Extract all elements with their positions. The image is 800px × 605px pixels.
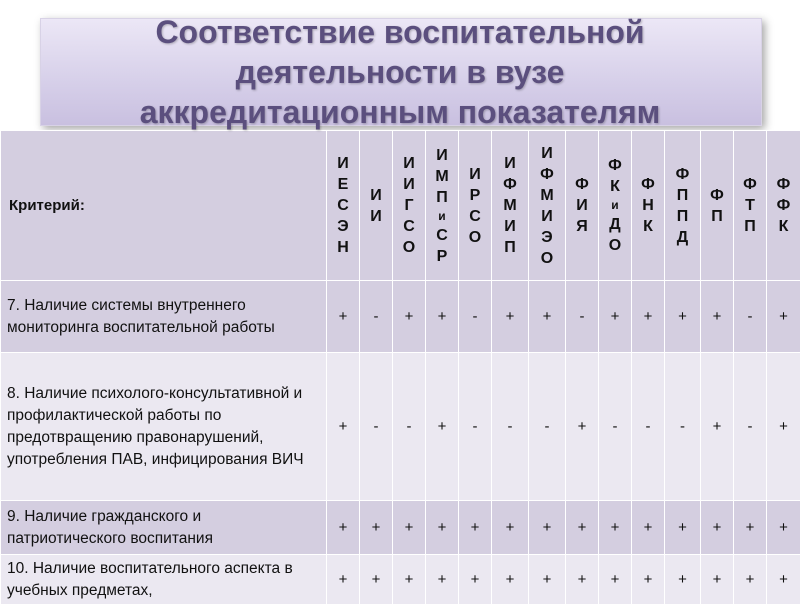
mark-cell: +: [701, 281, 734, 353]
mark-cell: -: [734, 353, 767, 501]
column-header-letter: П: [436, 187, 448, 208]
column-header-letter: И: [541, 143, 553, 164]
column-header-letter: К: [610, 176, 620, 197]
column-header-letter: М: [435, 166, 448, 187]
mark-cell: +: [426, 555, 459, 605]
page-title: [0, 12, 800, 132]
mark-cell: +: [393, 501, 426, 555]
column-header-letter: П: [711, 206, 723, 227]
column-header-letter: Ф: [608, 155, 622, 176]
title-line: Соответствие воспитательной: [0, 12, 800, 52]
column-header-fnk: [632, 174, 664, 237]
column-header-letter: Ф: [676, 164, 690, 185]
column-header-letter: Ф: [777, 174, 791, 195]
column-header: [566, 131, 599, 281]
mark-cell: +: [529, 501, 566, 555]
mark-cell: +: [393, 281, 426, 353]
column-header: [327, 131, 360, 281]
table-row: [1, 501, 800, 555]
column-header-letter: К: [779, 216, 789, 237]
criterion-cell: 8. Наличие психолого-консультативной и профилактической работы по предотвращению правонарушений, употребления ПАВ, инфицирования ВИЧ: [1, 353, 327, 501]
column-header-letter: О: [469, 227, 481, 248]
mark-cell: +: [701, 353, 734, 501]
mark-cell: +: [327, 501, 360, 555]
column-header-letter: О: [609, 235, 621, 256]
column-header-letter: Ф: [777, 195, 791, 216]
mark-cell: -: [492, 353, 529, 501]
column-header: [360, 131, 393, 281]
column-header-ftp: [734, 174, 766, 237]
mark-cell: +: [360, 501, 393, 555]
column-header-iigso: [393, 153, 425, 258]
column-header-letter: С: [403, 216, 415, 237]
column-header-letter: И: [370, 185, 382, 206]
column-header-letter: Д: [609, 214, 620, 235]
column-header-letter: Д: [677, 227, 688, 248]
column-header: [529, 131, 566, 281]
column-header-letter: О: [403, 237, 415, 258]
title-line: аккредитационным показателям: [0, 92, 800, 132]
column-header-letter: П: [677, 206, 689, 227]
mark-cell: +: [767, 281, 800, 353]
column-header-ffk: [767, 174, 800, 237]
column-header-letter: И: [370, 206, 382, 227]
mark-cell: +: [701, 501, 734, 555]
mark-cell: +: [459, 555, 492, 605]
column-header-letter: С: [436, 225, 448, 246]
mark-cell: +: [529, 281, 566, 353]
column-header-letter: Г: [404, 195, 413, 216]
column-header-letter: Т: [745, 195, 755, 216]
column-header-ii: [360, 185, 392, 227]
mark-cell: +: [599, 555, 632, 605]
column-header-letter: И: [504, 153, 516, 174]
mark-cell: +: [426, 501, 459, 555]
criterion-cell: 10. Наличие воспитательного аспекта в учебных предметах,: [1, 555, 327, 605]
column-header-letter: Ф: [641, 174, 655, 195]
table-row: [1, 555, 800, 605]
column-header-letter: И: [403, 174, 415, 195]
column-header-letter: Е: [338, 174, 349, 195]
column-header-letter: Н: [642, 195, 654, 216]
mark-cell: -: [360, 281, 393, 353]
criterion-header: Критерий:: [1, 131, 327, 281]
mark-cell: +: [632, 281, 665, 353]
table-header-row: [1, 131, 800, 281]
column-header-letter: И: [576, 195, 588, 216]
column-header-letter: Я: [576, 216, 588, 237]
column-header-letter: М: [540, 185, 553, 206]
column-header-ifmip: [492, 153, 528, 258]
column-header-letter: Ф: [710, 185, 724, 206]
mark-cell: +: [599, 501, 632, 555]
mark-cell: -: [632, 353, 665, 501]
mark-cell: -: [529, 353, 566, 501]
column-header-letter: и: [611, 197, 618, 214]
column-header-letter: И: [403, 153, 415, 174]
column-header-letter: И: [469, 164, 481, 185]
mark-cell: +: [492, 555, 529, 605]
column-header-letter: И: [541, 206, 553, 227]
column-header-letter: Ф: [503, 174, 517, 195]
column-header: [393, 131, 426, 281]
mark-cell: +: [426, 281, 459, 353]
column-header: [767, 131, 800, 281]
column-header-letter: П: [744, 216, 756, 237]
mark-cell: +: [767, 555, 800, 605]
column-header-letter: П: [677, 185, 689, 206]
column-header-fppd: [665, 164, 700, 248]
column-header: [599, 131, 632, 281]
column-header-letter: Ф: [743, 174, 757, 195]
column-header-letter: С: [337, 195, 349, 216]
column-header-letter: Э: [541, 227, 552, 248]
mark-cell: -: [566, 281, 599, 353]
mark-cell: +: [426, 353, 459, 501]
mark-cell: +: [767, 501, 800, 555]
mark-cell: +: [492, 501, 529, 555]
column-header-letter: И: [436, 145, 448, 166]
column-header: [701, 131, 734, 281]
mark-cell: +: [701, 555, 734, 605]
column-header-ifmieo: [529, 143, 565, 269]
column-header: [492, 131, 529, 281]
column-header-letter: И: [504, 216, 516, 237]
mark-cell: -: [599, 353, 632, 501]
column-header: [459, 131, 492, 281]
column-header-letter: Э: [337, 216, 348, 237]
column-header-letter: П: [504, 237, 516, 258]
mark-cell: +: [327, 281, 360, 353]
mark-cell: +: [566, 353, 599, 501]
mark-cell: -: [734, 281, 767, 353]
column-header-letter: О: [541, 248, 553, 269]
mark-cell: +: [665, 501, 701, 555]
column-header-impisr: [426, 145, 458, 267]
mark-cell: -: [459, 353, 492, 501]
column-header-letter: Р: [437, 246, 448, 267]
mark-cell: +: [734, 555, 767, 605]
mark-cell: +: [665, 281, 701, 353]
mark-cell: -: [459, 281, 492, 353]
mark-cell: +: [632, 555, 665, 605]
mark-cell: -: [393, 353, 426, 501]
mark-cell: -: [360, 353, 393, 501]
mark-cell: +: [360, 555, 393, 605]
mark-cell: -: [665, 353, 701, 501]
column-header-letter: Ф: [540, 164, 554, 185]
mark-cell: +: [459, 501, 492, 555]
column-header-letter: С: [469, 206, 481, 227]
title-line: деятельности в вузе: [0, 52, 800, 92]
mark-cell: +: [632, 501, 665, 555]
column-header: [632, 131, 665, 281]
column-header-letter: Н: [337, 237, 349, 258]
column-header-fp: [701, 185, 733, 227]
mark-cell: +: [327, 353, 360, 501]
mark-cell: +: [393, 555, 426, 605]
column-header: [426, 131, 459, 281]
table-row: [1, 353, 800, 501]
criterion-cell: 9. Наличие гражданского и патриотического воспитания: [1, 501, 327, 555]
column-header-letter: М: [503, 195, 516, 216]
mark-cell: +: [529, 555, 566, 605]
mark-cell: +: [599, 281, 632, 353]
column-header-letter: К: [643, 216, 653, 237]
criteria-table: [0, 130, 800, 605]
criterion-cell: 7. Наличие системы внутреннего мониторинга воспитательной работы: [1, 281, 327, 353]
column-header-iesen: [327, 153, 359, 258]
column-header-irso: [459, 164, 491, 248]
mark-cell: +: [492, 281, 529, 353]
column-header-letter: Ф: [575, 174, 589, 195]
column-header-fiya: [566, 174, 598, 237]
table-row: [1, 281, 800, 353]
column-header-fkido: [599, 155, 631, 256]
mark-cell: +: [665, 555, 701, 605]
mark-cell: +: [767, 353, 800, 501]
mark-cell: +: [566, 555, 599, 605]
column-header: [665, 131, 701, 281]
mark-cell: +: [566, 501, 599, 555]
mark-cell: +: [734, 501, 767, 555]
column-header-letter: И: [337, 153, 349, 174]
column-header-letter: Р: [470, 185, 481, 206]
column-header-letter: и: [438, 208, 445, 225]
mark-cell: +: [327, 555, 360, 605]
column-header: [734, 131, 767, 281]
